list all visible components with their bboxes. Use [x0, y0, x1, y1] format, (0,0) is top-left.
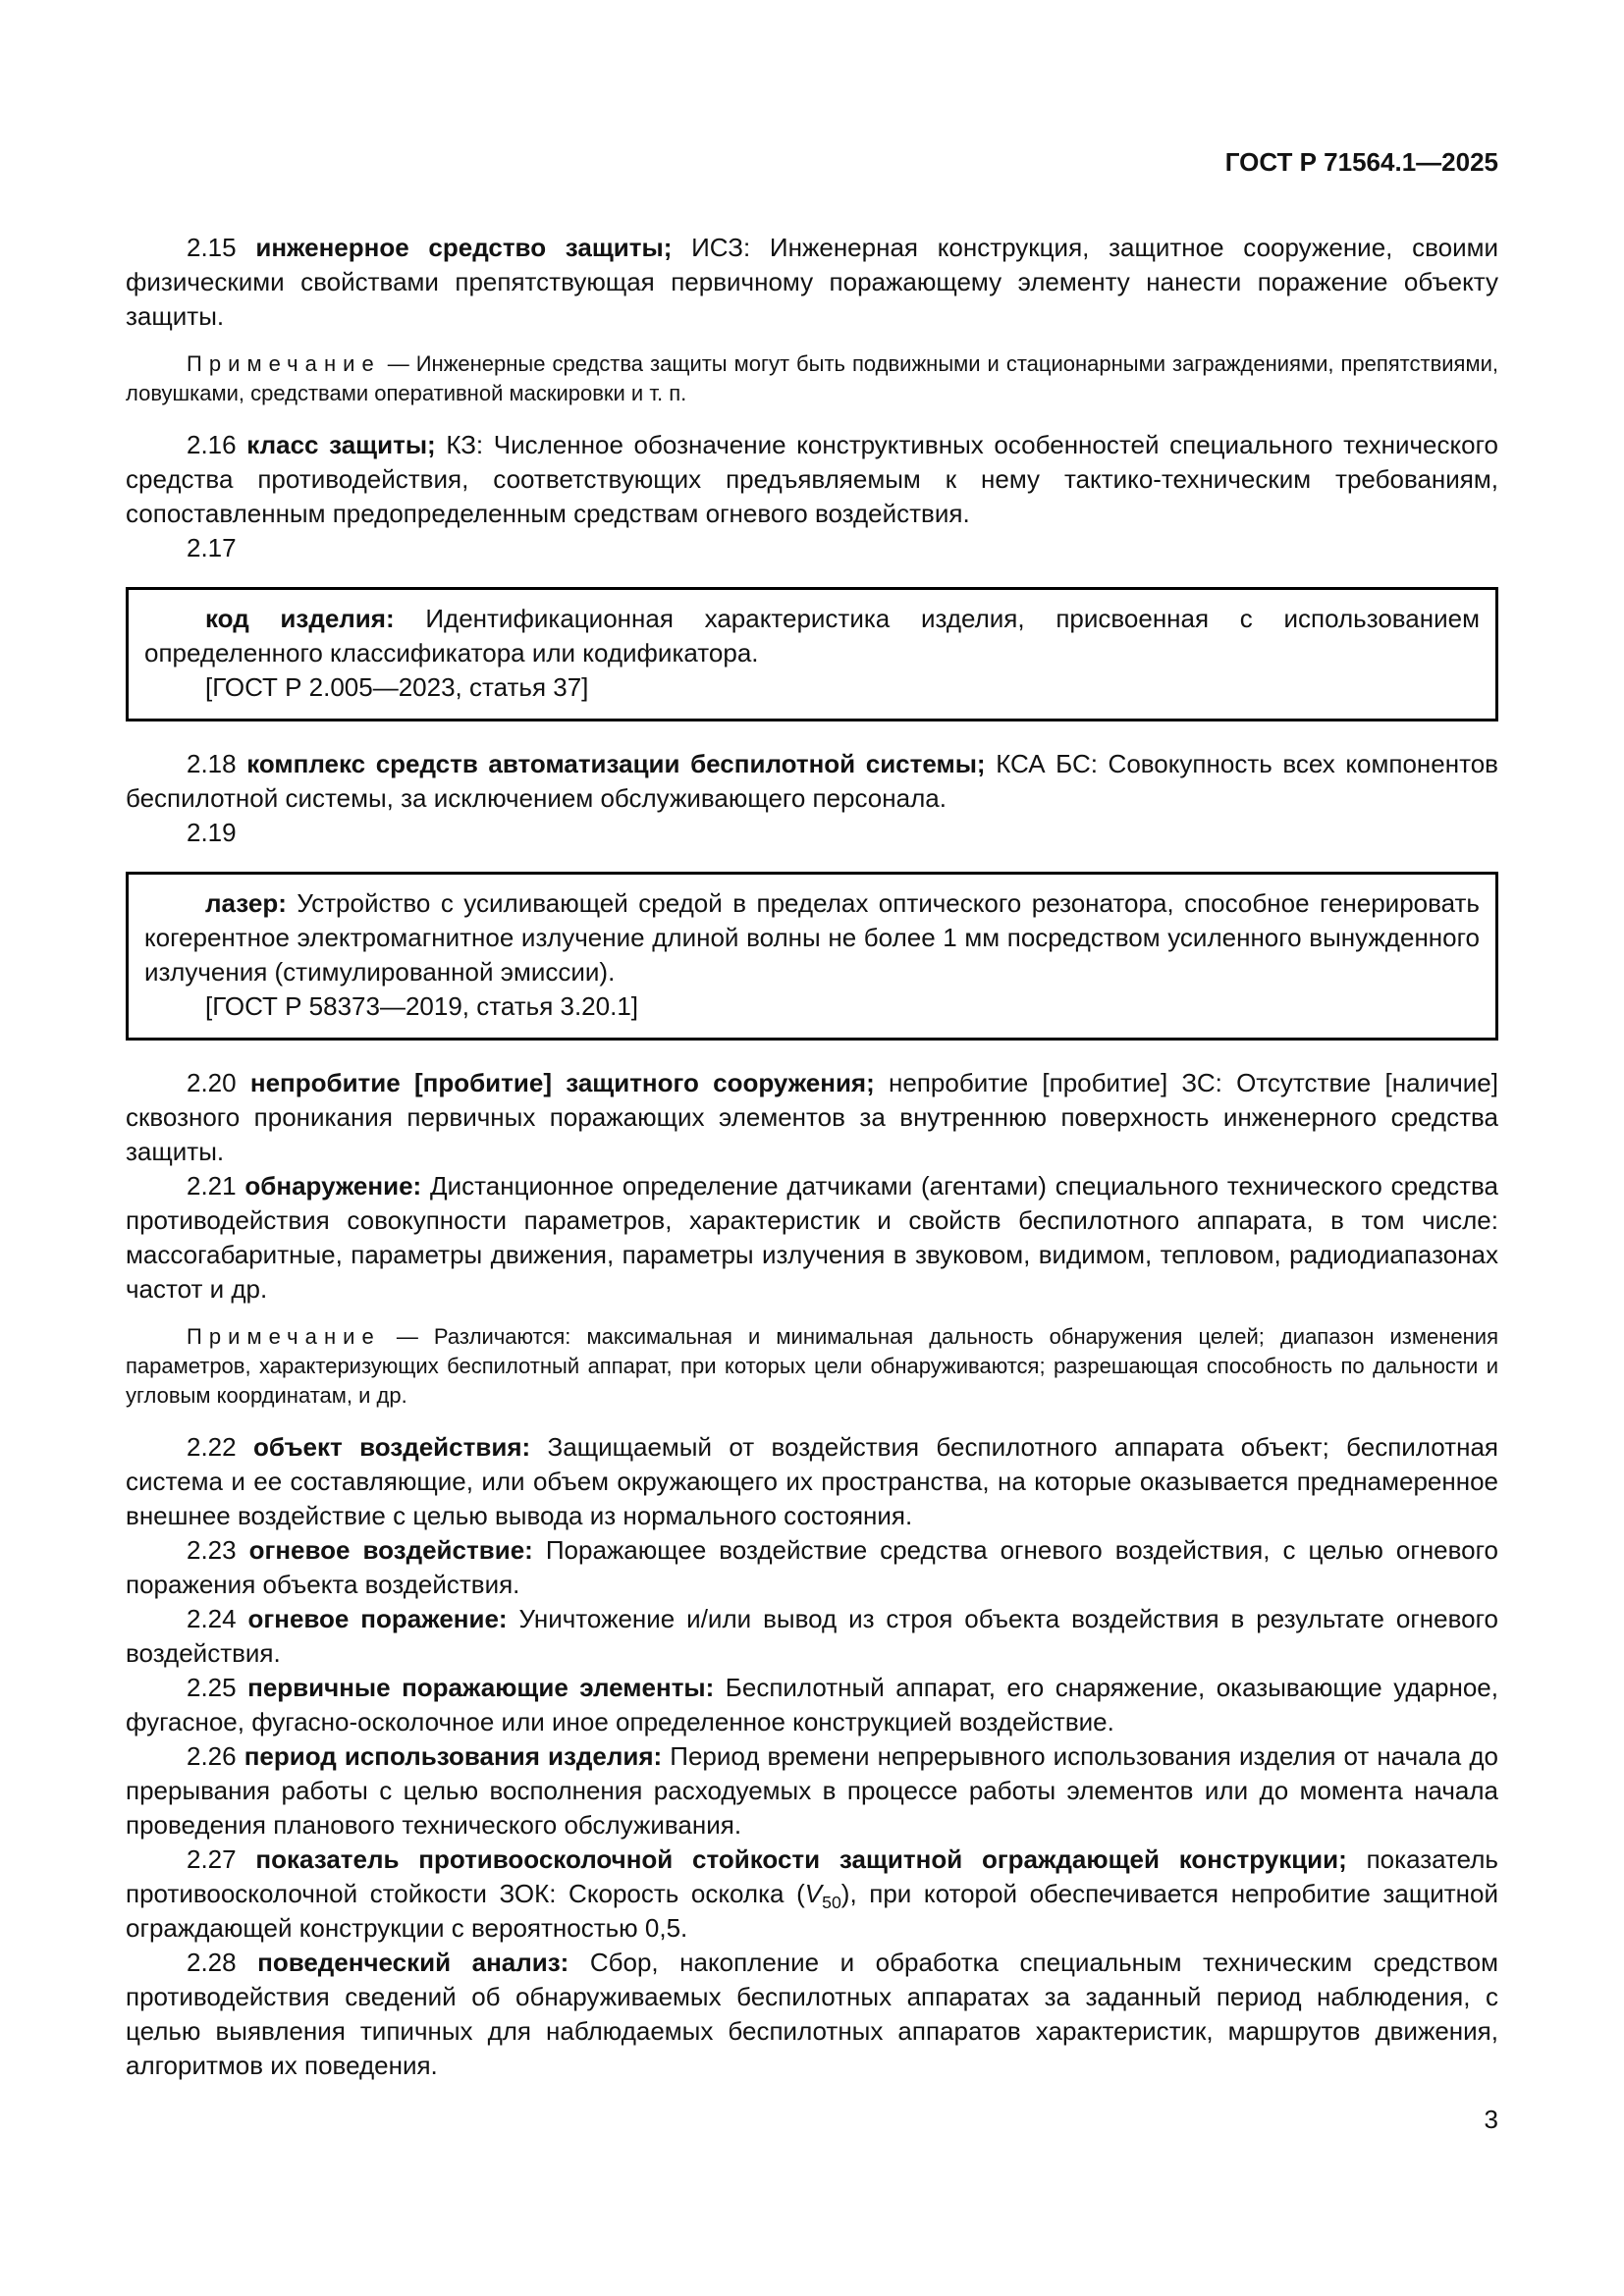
term-title: объект воздействия:	[252, 1432, 531, 1462]
term-definition: Защищаемый от воздействия беспилотного аппарата объект; беспилотная система и ее составляющие, или объем окружающего их пространства, на которые оказывается преднамеренное внешнее воздействие с целью вывода из нормального состояния.	[126, 1432, 1498, 1530]
term-definition: Дистанционное определение датчиками (агентами) специального технического средства противодействия совокупности параметров, характеристик и свойств беспилотного аппарата, в том числе: массогабаритные, параметры движения, параметры излучения в звуковом, видимом, тепловом, радиодиапазонах частот и др.	[126, 1171, 1498, 1304]
term-2-16	[126, 428, 1498, 531]
term-number: 2.28	[187, 1948, 237, 1977]
term-number: 2.16	[187, 430, 237, 459]
term-definition: непробитие [пробитие] ЗС: Отсутствие [наличие] сквозного проникания первичных поражающих элементов за внутреннюю поверхность инженерного средства защиты.	[126, 1068, 1498, 1166]
term-title: огневое поражение:	[247, 1604, 508, 1633]
note-text: — Различаются: максимальная и минимальная дальность обнаружения целей; диапазон изменения параметров, характеризующих беспилотный аппарат, при которых цели обнаруживаются; разрешающая способность по дальности и угловым координатам, и др.	[126, 1324, 1498, 1408]
term-number: 2.19	[187, 818, 237, 847]
term-definition: Беспилотный аппарат, его снаряжение, оказывающие ударное, фугасное, фугасно-осколочное или иное определенное конструкцией воздействие.	[126, 1673, 1498, 1736]
boxed-source-reference: [ГОСТ Р 2.005—2023, статья 37]	[205, 672, 589, 702]
term-number: 2.25	[187, 1673, 237, 1702]
definition-box-2-17	[126, 587, 1498, 721]
note-text: — Инженерные средства защиты могут быть подвижными и стационарными заграждениями, препятствиями, ловушками, средствами оперативной маскировки и т. п.	[126, 351, 1498, 405]
term-number-2-17	[126, 531, 1498, 565]
term-definition: КЗ: Численное обозначение конструктивных особенностей специального технического средства противодействия, соответствующих предъявляемым к нему тактико-техническим требованиям, сопоставленным предопределенным средствам огневого воздействия.	[126, 430, 1498, 528]
term-number: 2.21	[187, 1171, 237, 1201]
term-number: 2.22	[187, 1432, 237, 1462]
boxed-term-definition: Устройство с усиливающей средой в пределах оптического резонатора, способное генерировать когерентное электромагнитное излучение длиной волны не более 1 мм посредством усиленного вынужденного излучения (стимулированной эмиссии).	[144, 888, 1480, 987]
term-2-25	[126, 1671, 1498, 1739]
velocity-symbol: V	[804, 1879, 823, 1908]
term-title: показатель противоосколочной стойкости защитной ограждающей конструкции;	[255, 1844, 1347, 1874]
term-2-27	[126, 1842, 1498, 1946]
term-2-24	[126, 1602, 1498, 1671]
boxed-definition	[144, 886, 1480, 989]
term-definition-before: показатель противоосколочной стойкости ЗОК: Скорость осколка (	[126, 1844, 1498, 1908]
boxed-definition	[144, 602, 1480, 670]
doc-number: ГОСТ Р 71564.1—2025	[1224, 147, 1498, 177]
term-title: непробитие [пробитие] защитного сооружения;	[249, 1068, 875, 1097]
term-title: огневое воздействие:	[248, 1535, 533, 1565]
term-definition: КСА БС: Совокупность всех компонентов беспилотной системы, за исключением обслуживающего персонала.	[126, 749, 1498, 813]
note-2-21	[126, 1322, 1498, 1411]
term-number: 2.23	[187, 1535, 237, 1565]
term-number: 2.20	[187, 1068, 237, 1097]
doc-header	[126, 145, 1498, 180]
term-definition-after: ), при которой обеспечивается непробитие защитной ограждающей конструкции с вероятностью 0,5.	[126, 1879, 1498, 1943]
term-definition: Уничтожение и/или вывод из строя объекта воздействия в результате огневого воздействия.	[126, 1604, 1498, 1668]
definition-box-2-19	[126, 872, 1498, 1041]
term-number: 2.18	[187, 749, 237, 778]
term-2-15	[126, 231, 1498, 334]
boxed-term-definition: Идентификационная характеристика изделия, присвоенная с использованием определенного классификатора или кодификатора.	[144, 604, 1480, 667]
term-title: поведенческий анализ:	[257, 1948, 569, 1977]
term-2-22	[126, 1430, 1498, 1533]
term-title: первичные поражающие элементы:	[247, 1673, 715, 1702]
term-2-18	[126, 747, 1498, 816]
boxed-term-title: лазер:	[205, 888, 287, 918]
page-content	[126, 145, 1498, 2137]
term-number: 2.15	[187, 233, 237, 262]
page-number: 3	[1484, 2105, 1498, 2134]
term-number: 2.27	[187, 1844, 237, 1874]
term-number: 2.24	[187, 1604, 237, 1633]
term-title: комплекс средств автоматизации беспилотной системы;	[246, 749, 986, 778]
term-title: обнаружение:	[244, 1171, 422, 1201]
term-definition: Сбор, накопление и обработка специальным техническим средством противодействия сведений об обнаруживаемых беспилотных аппаратах за заданный период наблюдения, с целью выявления типичных для наблюдаемых беспилотных аппаратов характеристик, маршрутов движения, алгоритмов их поведения.	[126, 1948, 1498, 2080]
term-definition: ИСЗ: Инженерная конструкция, защитное сооружение, своими физическими свойствами препятствующая первичному поражающему элементу нанести поражение объекту защиты.	[126, 233, 1499, 331]
boxed-term-title: код изделия:	[205, 604, 395, 633]
term-2-26	[126, 1739, 1498, 1842]
term-2-28	[126, 1946, 1498, 2083]
note-label: Примечание	[187, 1324, 381, 1349]
term-title: инженерное средство защиты;	[255, 233, 673, 262]
term-title: класс защиты;	[246, 430, 436, 459]
term-definition: Период времени непрерывного использования изделия от начала до прерывания работы с целью восполнения расходуемых в процессе работы элементов или до момента начала проведения планового технического обслуживания.	[126, 1741, 1498, 1840]
term-definition: Поражающее воздействие средства огневого воздействия, с целью огневого поражения объекта воздействия.	[126, 1535, 1498, 1599]
boxed-source-reference: [ГОСТ Р 58373—2019, статья 3.20.1]	[205, 991, 639, 1021]
term-number: 2.26	[187, 1741, 237, 1771]
term-number: 2.17	[187, 533, 237, 562]
term-2-23	[126, 1533, 1498, 1602]
note-2-15	[126, 349, 1498, 408]
velocity-subscript: 50	[822, 1893, 841, 1913]
term-number-2-19	[126, 816, 1498, 850]
term-title: период использования изделия:	[244, 1741, 663, 1771]
note-label: Примечание	[187, 351, 381, 376]
term-2-21	[126, 1169, 1498, 1307]
term-2-20	[126, 1066, 1498, 1169]
